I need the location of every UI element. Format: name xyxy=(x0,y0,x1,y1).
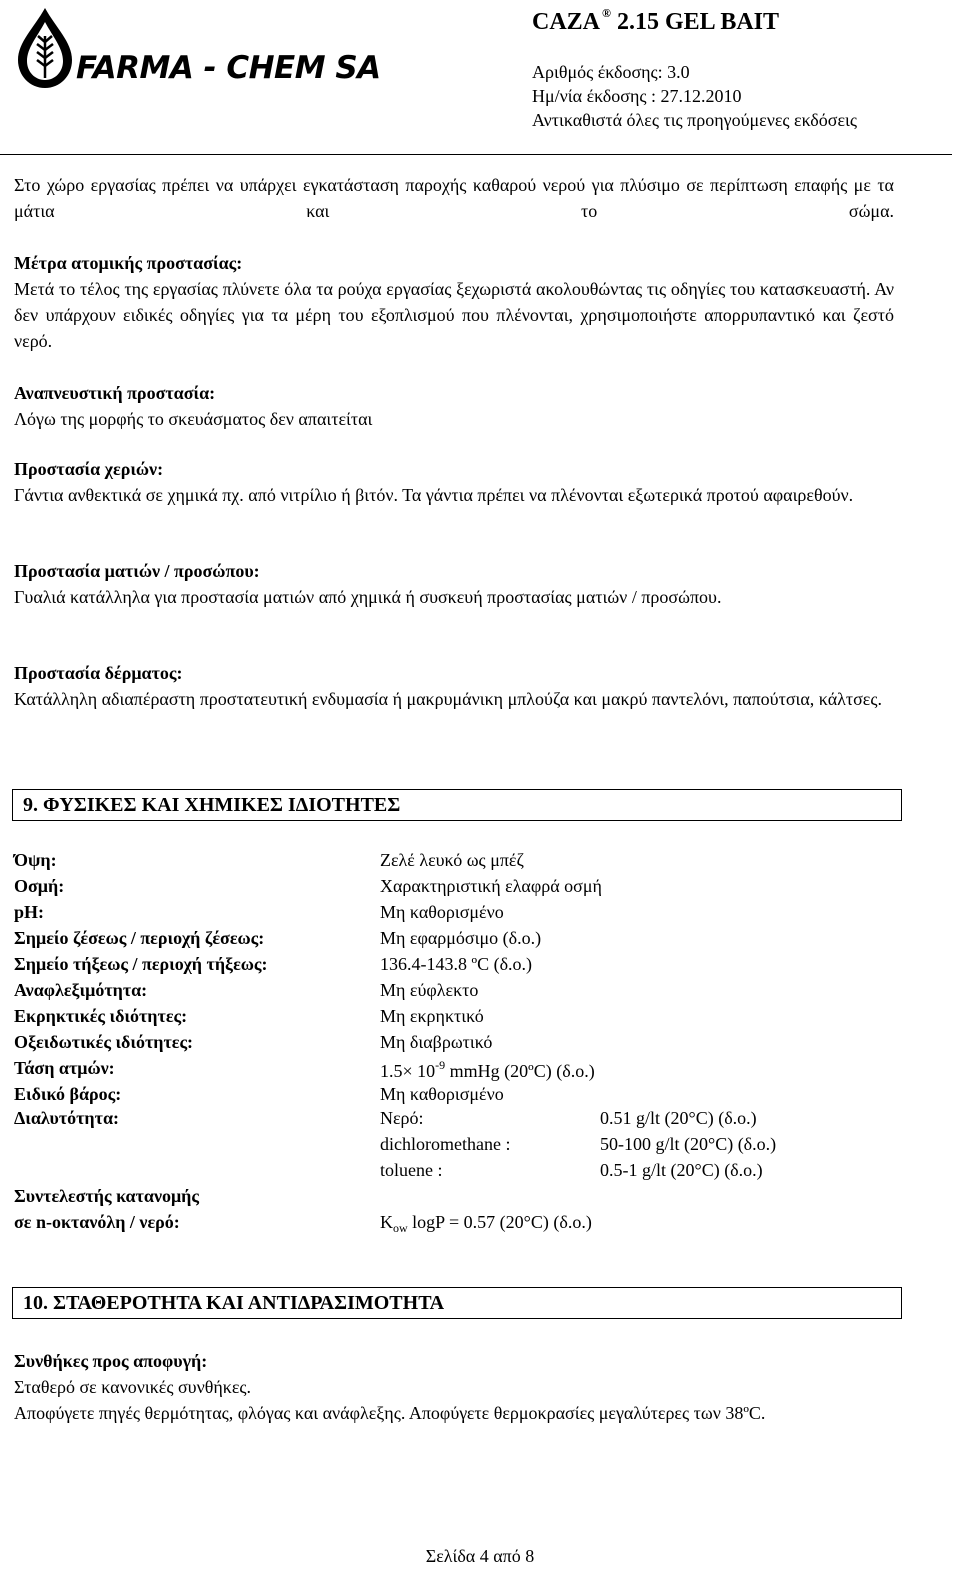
prop-label: Εκρηκτικές ιδιότητες: xyxy=(14,1006,188,1026)
hands-text: Γάντια ανθεκτικά σε χημικά πχ. από νιτρίλιο ή βιτόν. Τα γάντια πρέπει να πλένονται εξωτερικά προτού αφαιρεθούν. xyxy=(14,485,854,505)
partition-label-2: σε n-οκτανόλη / νερό: xyxy=(14,1212,180,1232)
product-title: CAZA ® 2.15 GEL BAIT xyxy=(532,6,780,35)
workplace-note: Στο χώρο εργασίας πρέπει να υπάρχει εγκατάσταση παροχής καθαρού νερού για πλύσιμο σε περίπτωση επαφής με τα μάτια και το σώμα. xyxy=(14,175,894,221)
partition-value: $K_{ow}$ logP = 0.57 (20°C) (δ.ο.) xyxy=(380,1212,592,1235)
replaces-note: Αντικαθιστά όλες τις προηγούμενες εκδόσεις xyxy=(532,110,858,130)
vapour-pressure-label: Τάση ατμών: xyxy=(14,1058,115,1078)
company-name: FARMA - CHEM SA xyxy=(76,50,381,86)
prop-label: Οσμή: xyxy=(14,876,65,896)
prop-label: Σημείο τήξεως / περιοχή τήξεως: xyxy=(14,954,268,974)
prop-value: Ζελέ λευκό ως μπέζ xyxy=(380,850,524,870)
avoid-conditions-line2: Αποφύγετε πηγές θερμότητας, φλόγας και ανάφλεξης. Αποφύγετε θερμοκρασίες μεγαλύτερες των 38ºC. xyxy=(14,1403,766,1423)
prop-label: Οξειδωτικές ιδιότητες: xyxy=(14,1032,194,1052)
solubility-solvent: toluene : xyxy=(380,1160,443,1180)
prop-value: Μη εφαρμόσιμο (δ.ο.) xyxy=(380,928,542,948)
vapour-pressure-value: $1.5\times 10^{-9}$ mmHg (20ºC) (δ.ο.) xyxy=(380,1058,595,1081)
eyes-title: Προστασία ματιών / προσώπου: xyxy=(14,561,260,581)
respiratory-text: Λόγω της μορφής το σκευάσματος δεν απαιτείται xyxy=(14,409,373,429)
solubility-value: 0.5-1 g/lt (20°C) (δ.ο.) xyxy=(600,1160,763,1180)
respiratory-block xyxy=(14,380,894,432)
solubility-label: Διαλυτότητα: xyxy=(14,1108,119,1128)
respiratory-title: Αναπνευστική προστασία: xyxy=(14,383,216,403)
solubility-value: 0.51 g/lt (20°C) (δ.ο.) xyxy=(600,1108,757,1128)
avoid-conditions-line1: Σταθερό σε κανονικές συνθήκες. xyxy=(14,1377,252,1397)
eyes-text: Γυαλιά κατάλληλα για προστασία ματιών από χημικά ή συσκευή προστασίας ματιών / προσώπου. xyxy=(14,587,722,607)
personal-protection-text: Μετά το τέλος της εργασίας πλύνετε όλα τα ρούχα εργασίας ξεχωριστά ακολουθώντας τις οδηγίες του κατασκευαστή. Αν δεν υπάρχουν ειδικές οδηγίες για τα μέρη του εξοπλισμού που πλένονται, χρησιμοποιήστε απορρυπαντικό και ζεστό νερό. xyxy=(14,279,894,351)
wheat-drop-icon xyxy=(12,6,78,90)
prop-value: Μη καθορισμένο xyxy=(380,902,504,922)
solubility-value: 50-100 g/lt (20°C) (δ.ο.) xyxy=(600,1134,777,1154)
section-10-heading: 10. ΣΤΑΘΕΡΟΤΗΤΑ ΚΑΙ ΑΝΤΙΔΡΑΣΙΜΟΤΗΤΑ xyxy=(12,1287,902,1319)
prop-value: Μη διαβρωτικό xyxy=(380,1032,493,1052)
header-divider xyxy=(0,154,952,155)
solubility-solvent: Νερό: xyxy=(380,1108,424,1128)
avoid-conditions-title: Συνθήκες προς αποφυγή: xyxy=(14,1351,208,1371)
prop-value: Μη εκρηκτικό xyxy=(380,1006,484,1026)
prop-label: Σημείο ζέσεως / περιοχή ζέσεως: xyxy=(14,928,265,948)
density-label: Ειδικό βάρος: xyxy=(14,1084,122,1104)
prop-label: pH: xyxy=(14,902,45,922)
prop-label: Όψη: xyxy=(14,850,57,870)
density-value: Μη καθορισμένο xyxy=(380,1084,504,1104)
skin-text: Κατάλληλη αδιαπέραστη προστατευτική ενδυμασία ή μακρυμάνικη μπλούζα και μακρύ παντελόνι, παπούτσια, κάλτσες. xyxy=(14,689,882,709)
personal-protection-block xyxy=(14,250,894,354)
skin-block xyxy=(14,660,894,712)
page-number: Σελίδα 4 από 8 xyxy=(425,1546,535,1566)
prop-value: Μη εύφλεκτο xyxy=(380,980,479,1000)
personal-protection-title: Μέτρα ατομικής προστασίας: xyxy=(14,253,243,273)
skin-title: Προστασία δέρματος: xyxy=(14,663,183,683)
prop-value: Χαρακτηριστική ελαφρά οσμή xyxy=(380,876,602,896)
issue-number: Αριθμός έκδοσης: 3.0 xyxy=(532,62,690,82)
company-logo xyxy=(12,6,381,90)
eyes-block xyxy=(14,558,894,610)
hands-title: Προστασία χεριών: xyxy=(14,459,164,479)
issue-date: Ημ/νία έκδοσης : 27.12.2010 xyxy=(532,86,742,106)
avoid-conditions-block xyxy=(14,1348,894,1426)
prop-label: Αναφλεξιμότητα: xyxy=(14,980,148,1000)
section-9-heading: 9. ΦΥΣΙΚΕΣ ΚΑΙ ΧΗΜΙΚΕΣ ΙΔΙΟΤΗΤΕΣ xyxy=(12,789,902,821)
hands-block xyxy=(14,456,894,508)
prop-value: 136.4-143.8 ºC (δ.ο.) xyxy=(380,954,533,974)
solubility-solvent: dichloromethane : xyxy=(380,1134,511,1154)
partition-label-1: Συντελεστής κατανομής xyxy=(14,1186,200,1206)
